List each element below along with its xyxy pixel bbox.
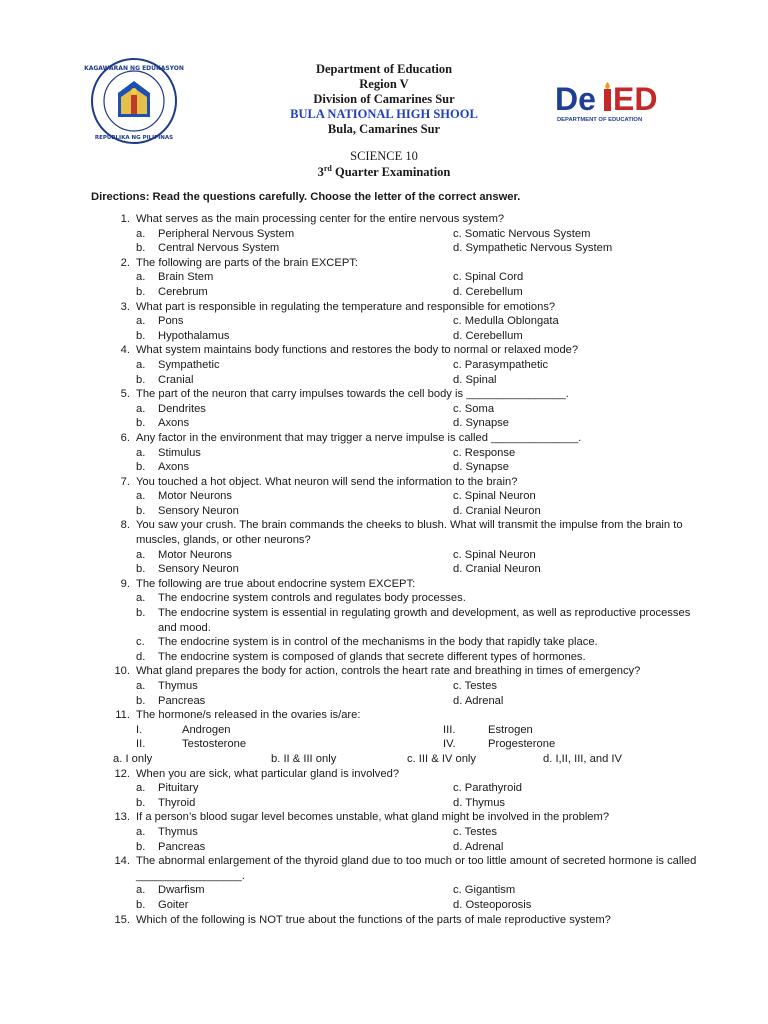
directions: Directions: Read the questions carefully. Choose the letter of the correct answer. bbox=[91, 191, 521, 203]
question-12: 12. When you are sick, what particular gland is involved? a. Pituitary c. Parathyroid b. Thyroid d. Thymus bbox=[114, 767, 523, 809]
svg-text:De: De bbox=[555, 81, 596, 117]
question-text: The part of the neuron that carry impulses towards the cell body is ________________. bbox=[136, 388, 569, 401]
question-text: The hormone/s released in the ovaries is/are: bbox=[136, 709, 361, 722]
question-14: 14. The abnormal enlargement of the thyroid gland due to too much or too little amount of secreted hormone is called _________________. a. Dwarfism c. Gigantism b. Goiter d. Osteoporosis bbox=[114, 855, 697, 911]
question-text: The following are parts of the brain EXCEPT: bbox=[136, 256, 358, 269]
option-c: c. Spinal Cord bbox=[453, 271, 524, 284]
choice-row bbox=[0, 752, 768, 767]
option-d: d. Osteoporosis bbox=[453, 898, 532, 911]
region-name: Region V bbox=[359, 77, 409, 91]
option-d: d. Synapse bbox=[453, 417, 509, 430]
option-d: d. Adrenal bbox=[453, 840, 504, 853]
option-c: c. Spinal Neuron bbox=[453, 548, 536, 561]
option-c: c. Somatic Nervous System bbox=[453, 227, 591, 240]
option-d: d. Cerebellum bbox=[453, 329, 523, 342]
question-list bbox=[0, 212, 768, 927]
deped-logo-icon bbox=[553, 80, 681, 124]
option-d: d. Cranial Neuron bbox=[453, 504, 541, 517]
school-header bbox=[234, 62, 534, 137]
question-15: 15. Which of the following is NOT true about the functions of the parts of male reproductive system? bbox=[114, 913, 611, 926]
question-11: 11. The hormone/s released in the ovaries is/are: I. Androgen III. Estrogen II. Testosterone IV. Progesterone a. I only b. II & III only c. III & IV only d. I,II, III, and IV bbox=[0, 708, 768, 766]
question-text: What serves as the main processing center for the entire nervous system? bbox=[136, 213, 505, 225]
option-c: c. Soma bbox=[453, 402, 495, 415]
question-text: You saw your crush. The brain commands the cheeks to blush. What will transmit the impulse from the brain to muscles, glands, or other neurons? bbox=[136, 519, 683, 547]
question-text: What part is responsible in regulating the temperature and responsible for emotions? bbox=[136, 300, 556, 313]
question-text: What gland prepares the body for action, controls the heart rate and breathing in times of emergency? bbox=[136, 665, 641, 678]
option-c: c. III & IV only bbox=[407, 752, 477, 765]
question-text: You touched a hot object. What neuron will send the information to the brain? bbox=[136, 475, 518, 488]
option-a: a. I only bbox=[113, 752, 153, 765]
option-c: c. Medulla Oblongata bbox=[453, 315, 559, 328]
question-text: The abnormal enlargement of the thyroid gland due to too much or too little amount of secreted hormone is called _________________. bbox=[136, 855, 697, 882]
question-4: 4. What system maintains body functions and restores the body to normal or relaxed mode? a. Sympathetic c. Parasympathetic b. Cranial d. Spinal bbox=[120, 344, 579, 386]
svg-text:REPUBLIKA NG PILIPINAS: REPUBLIKA NG PILIPINAS bbox=[94, 135, 174, 141]
option-d: d. Spinal bbox=[453, 373, 497, 386]
option-c: c. Testes bbox=[453, 680, 497, 692]
option-c: c. Response bbox=[453, 446, 516, 459]
question-3: 3. What part is responsible in regulating the temperature and responsible for emotions? a. Pons c. Medulla Oblongata b. Hypothalamus d. Cerebellum bbox=[120, 300, 559, 342]
option-d: d. The endocrine system is composed of glands that secrete different types of hormones. bbox=[136, 650, 586, 663]
question-text: If a person’s blood sugar level becomes unstable, what gland might be involved in the problem? bbox=[136, 811, 610, 824]
exam-title bbox=[234, 148, 534, 180]
school-name: BULA NATIONAL HIGH SHOOL bbox=[290, 107, 478, 121]
option-d: d. I,II, III, and IV bbox=[543, 752, 622, 765]
question-1: 1. What serves as the main processing center for the entire nervous system? a. Peripheral Nervous System c. Somatic Nervous System b. Central Nervous System d. Sympathetic Nervous System bbox=[120, 213, 613, 255]
option-c: c. The endocrine system is in control of the mechanisms in the body that rapidly take place. bbox=[136, 636, 598, 649]
svg-text:DEPARTMENT OF EDUCATION: DEPARTMENT OF EDUCATION bbox=[557, 117, 643, 123]
option-c: c. Parasympathetic bbox=[453, 358, 549, 371]
question-13: 13. If a person’s blood sugar level becomes unstable, what gland might be involved in the problem? a. Thymus c. Testes b. Pancreas d. Adrenal bbox=[114, 811, 610, 853]
dept-name: Department of Education bbox=[315, 62, 453, 76]
question-text: Any factor in the environment that may trigger a nerve impulse is called ______________. bbox=[136, 431, 582, 444]
roman-row-1: I. Androgen III. Estrogen bbox=[136, 723, 533, 736]
question-9: 9. The following are true about endocrine system EXCEPT: a. The endocrine system controls and regulates body processes. b. The endocrine system is essential in regulating growth and development, as well as reproductive processes and mood. c. The endocrine system is in control of the mechanisms in the body that rapidly take place. d. The endocrine system is composed of glands that secrete different types of hormones. bbox=[0, 577, 768, 665]
question-2: 2. The following are parts of the brain EXCEPT: a. Brain Stem c. Spinal Cord b. Cerebrum d. Cerebellum bbox=[120, 256, 524, 298]
question-6: 6. Any factor in the environment that may trigger a nerve impulse is called ______________. a. Stimulus c. Response b. Axons d. Synapse bbox=[120, 431, 582, 474]
question-10: 10. What gland prepares the body for action, controls the heart rate and breathing in times of emergency? a. Thymus c. Testes b. Pancreas d. Adrenal bbox=[114, 665, 641, 707]
svg-text:ED: ED bbox=[613, 81, 658, 117]
question-7: 7. You touched a hot object. What neuron will send the information to the brain? a. Motor Neurons c. Spinal Neuron b. Sensory Neuron d. Cranial Neuron bbox=[120, 475, 541, 517]
deped-seal-icon bbox=[84, 57, 184, 145]
option-c: c. Parathyroid bbox=[453, 782, 523, 795]
option-d: d. Adrenal bbox=[453, 694, 504, 707]
question-8: 8. You saw your crush. The brain commands the cheeks to blush. What will transmit the impulse from the brain to muscles, glands, or other neurons? a. Motor Neurons c. Spinal Neuron b. Sensory Neuron d. Cranial Neuron bbox=[120, 519, 683, 576]
option-c: c. Gigantism bbox=[453, 884, 516, 897]
roman-row-2: II. Testosterone IV. Progesterone bbox=[136, 738, 556, 751]
question-text: What system maintains body functions and restores the body to normal or relaxed mode? bbox=[136, 344, 579, 357]
option-c: c. Testes bbox=[453, 825, 497, 838]
option-b: b. II & III only bbox=[271, 752, 337, 765]
option-b: b. The endocrine system is essential in regulating growth and development, as well as reproductive processes and mood. bbox=[136, 607, 691, 634]
option-c: c. Spinal Neuron bbox=[453, 490, 536, 503]
question-text: The following are true about endocrine system EXCEPT: bbox=[136, 577, 416, 590]
option-d: d. Thymus bbox=[453, 796, 506, 809]
option-d: d. Synapse bbox=[453, 461, 509, 474]
option-d: d. Cranial Neuron bbox=[453, 563, 541, 576]
option-a: a. The endocrine system controls and regulates body processes. bbox=[136, 592, 466, 605]
question-5: 5. The part of the neuron that carry impulses towards the cell body is ________________. a. Dendrites c. Soma b. Axons d. Synapse bbox=[120, 388, 569, 430]
exam-name: 3rd Quarter Examination bbox=[317, 164, 451, 179]
option-d: d. Cerebellum bbox=[453, 285, 523, 298]
question-text: Which of the following is NOT true about the functions of the parts of male reproductive system? bbox=[136, 913, 611, 926]
school-town: Bula, Camarines Sur bbox=[327, 122, 441, 136]
division-name: Division of Camarines Sur bbox=[313, 92, 455, 106]
option-d: d. Sympathetic Nervous System bbox=[453, 242, 613, 255]
svg-text:KAGAWARAN NG EDUKASYON: KAGAWARAN NG EDUKASYON bbox=[84, 65, 184, 72]
subject-name: SCIENCE 10 bbox=[350, 149, 418, 163]
question-text: When you are sick, what particular gland is involved? bbox=[136, 767, 400, 780]
